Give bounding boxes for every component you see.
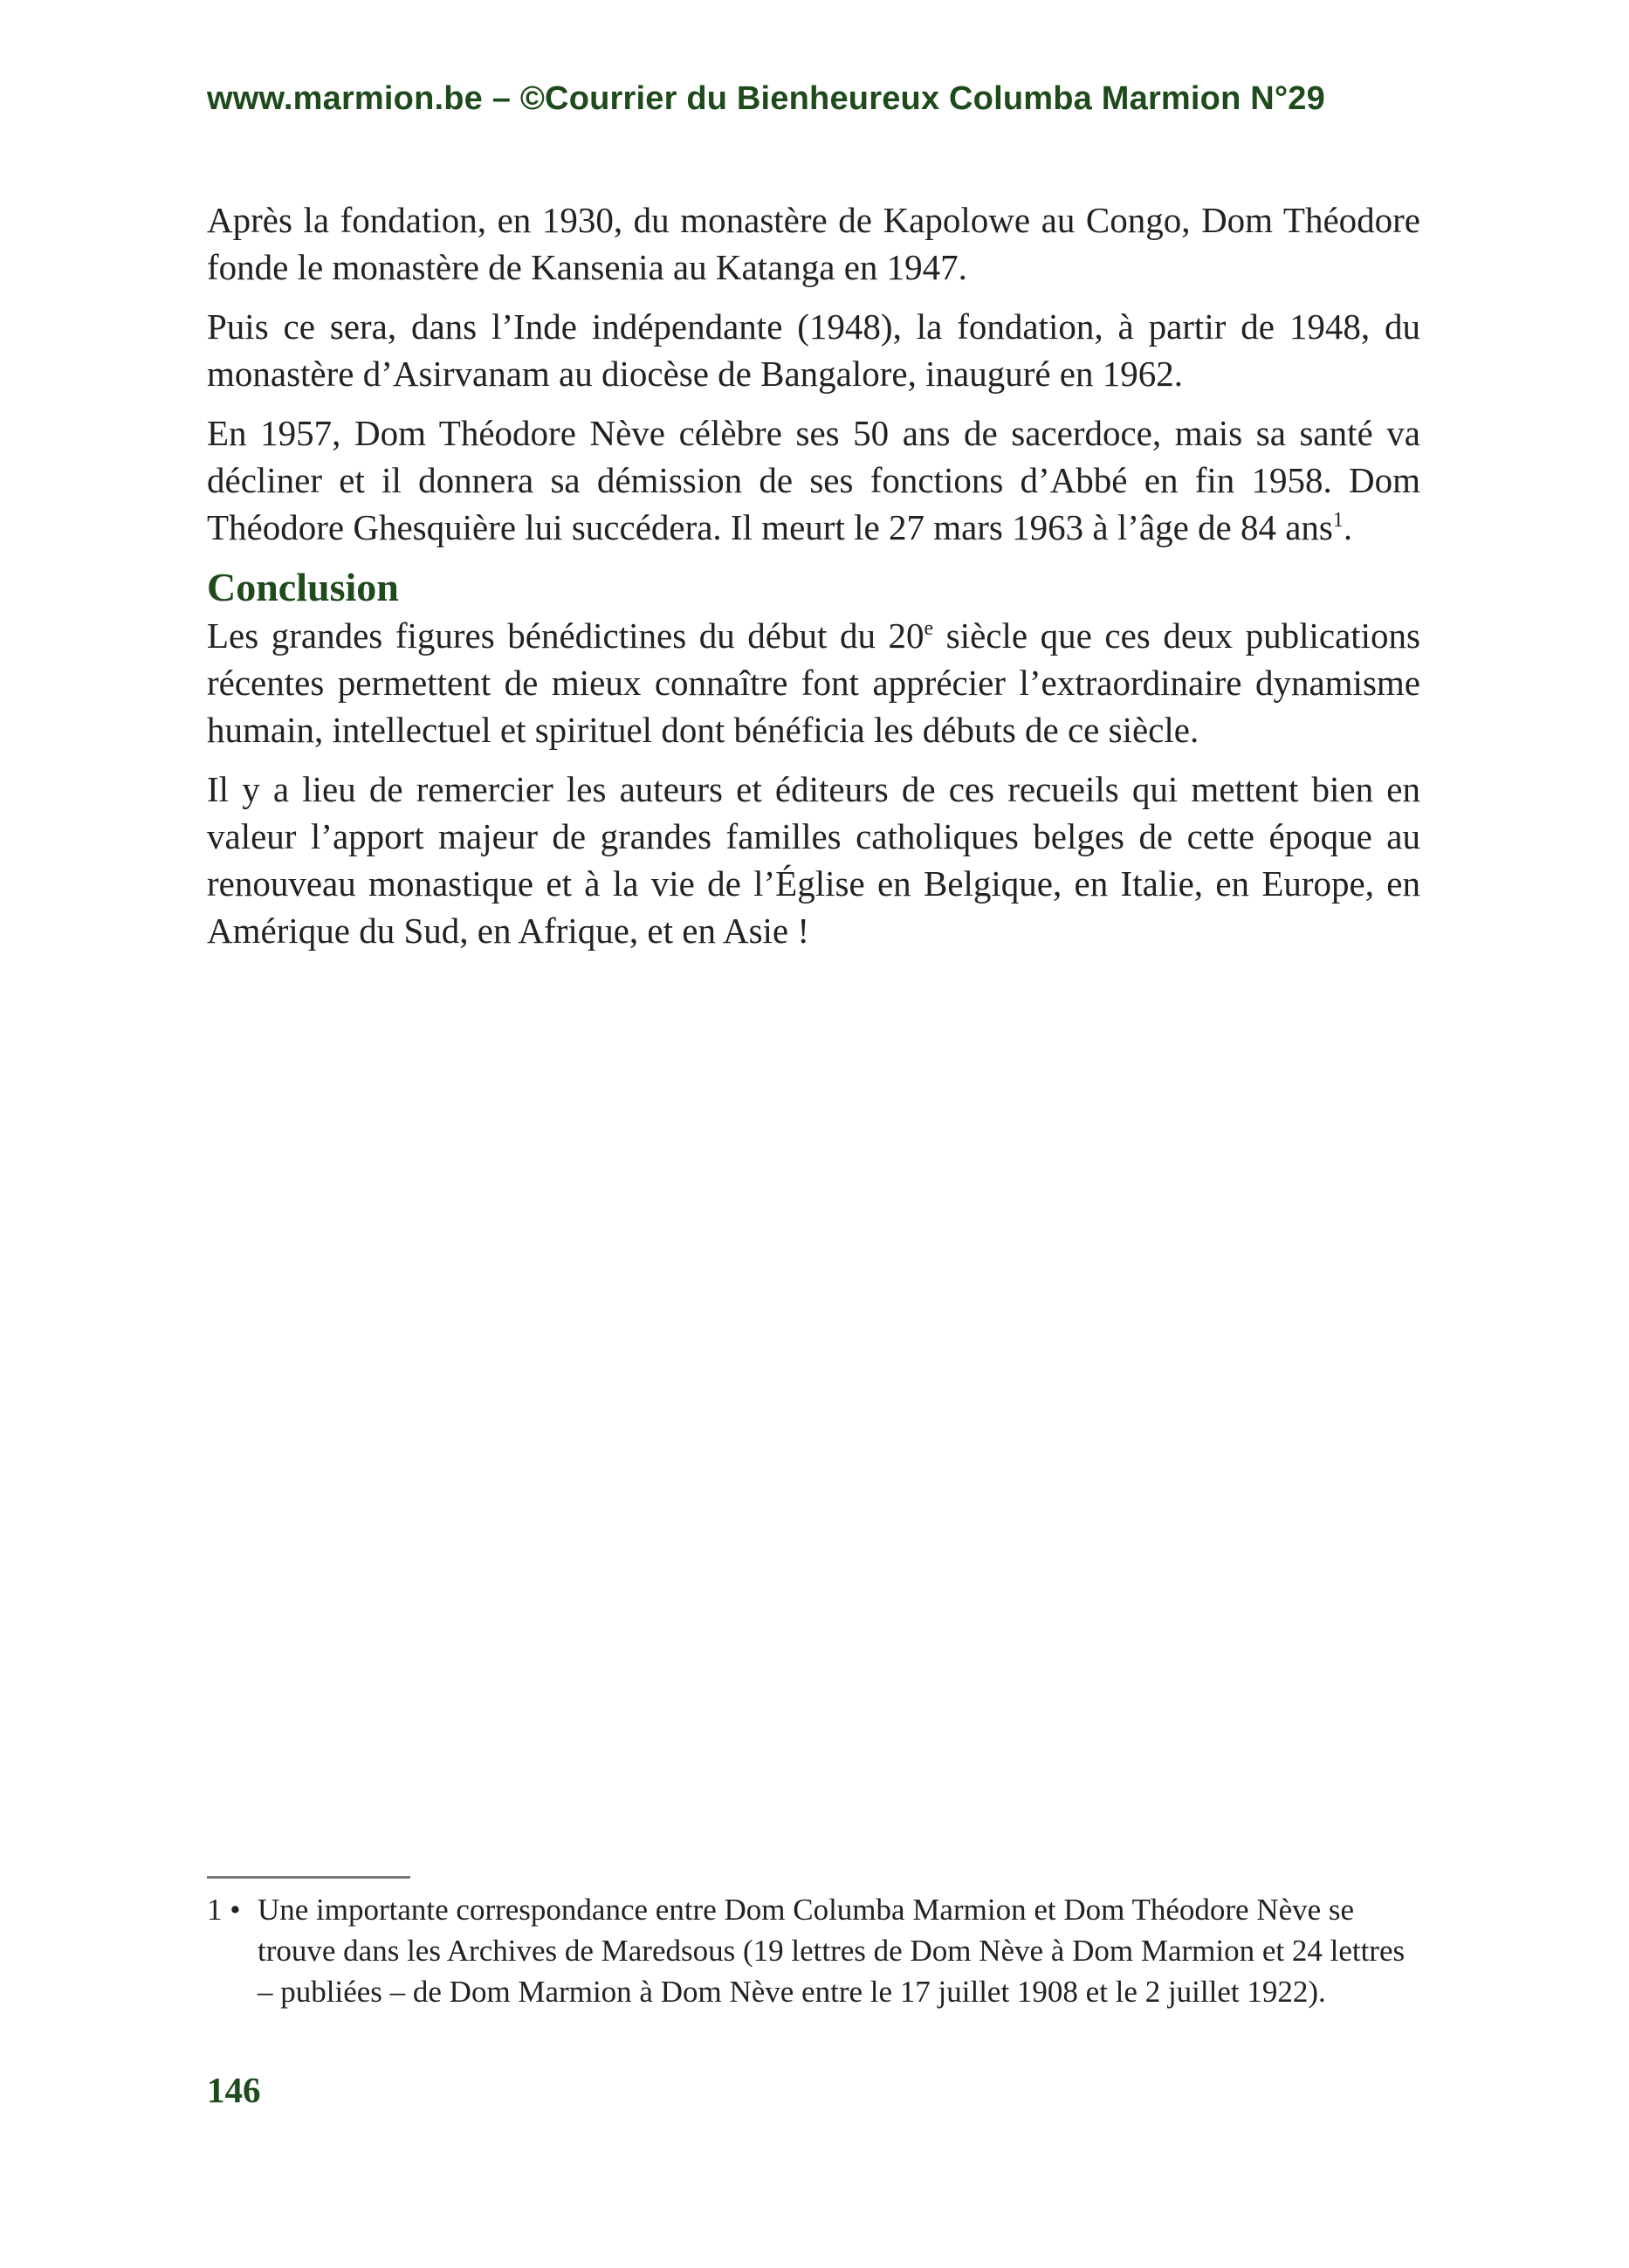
main-text: [207, 196, 1420, 966]
paragraph-jubilee: [207, 409, 1420, 551]
footnote-marker: 1 •: [207, 1893, 241, 1927]
footnote-reference: 1: [1332, 509, 1344, 532]
paragraph-kansenia: Après la fondation, en 1930, du monastère de Kapolowe au Congo, Dom Théodore fonde le monastère de Kansenia au Katanga en 1947.: [207, 200, 1420, 287]
page-number: 146: [207, 2070, 261, 2110]
conclusion-1-start: Les grandes figures bénédictines du début du 20: [207, 615, 924, 656]
paragraph-jubilee-text: En 1957, Dom Théodore Nève célèbre ses 50 ans de sacerdoce, mais sa santé va décliner et il donnera sa démission de ses fonctions d’Abbé en fin 1958. Dom Théodore Ghesquière lui succédera. Il meurt le 27 mars 1963 à l’âge de 84 ans: [207, 413, 1420, 547]
century-superscript: e: [924, 617, 934, 640]
running-header: www.marmion.be – ©Courrier du Bienheureux Columba Marmion N°29: [207, 80, 1325, 117]
paragraph-asirvanam: Puis ce sera, dans l’Inde indépendante (1948), la fondation, à partir de 1948, du monastère d’Asirvanam au diocèse de Bangalore, inauguré en 1962.: [207, 306, 1420, 394]
footnote: [207, 1889, 1420, 2012]
paragraph-conclusion-2: Il y a lieu de remercier les auteurs et éditeurs de ces recueils qui mettent bien en valeur l’apport majeur de grandes familles catholiques belges de cette époque au renouveau monastique et à la vie de l’Église en Belgique, en Italie, en Europe, en Amérique du Sud, en Afrique, et en Asie !: [207, 769, 1420, 951]
footnote-text: Une importante correspondance entre Dom Columba Marmion et Dom Théodore Nève se trouve dans les Archives de Maredsous (19 lettres de Dom Nève à Dom Marmion et 24 lettres – publiées – de Dom Marmion à Dom Nève entre le 17 juillet 1908 et le 2 juillet 1922).: [258, 1893, 1406, 2009]
conclusion-heading: Conclusion: [207, 565, 399, 609]
footnote-separator: [207, 1876, 410, 1879]
paragraph-conclusion-1: [207, 612, 1420, 753]
paragraph-jubilee-period: .: [1343, 507, 1353, 547]
conclusion-1-end: siècle que ces deux publications récentes permettent de mieux connaître font apprécier l’extraordinaire dynamisme humain, intellectuel et spirituel dont bénéficia les débuts de ce siècle.: [207, 615, 1421, 750]
